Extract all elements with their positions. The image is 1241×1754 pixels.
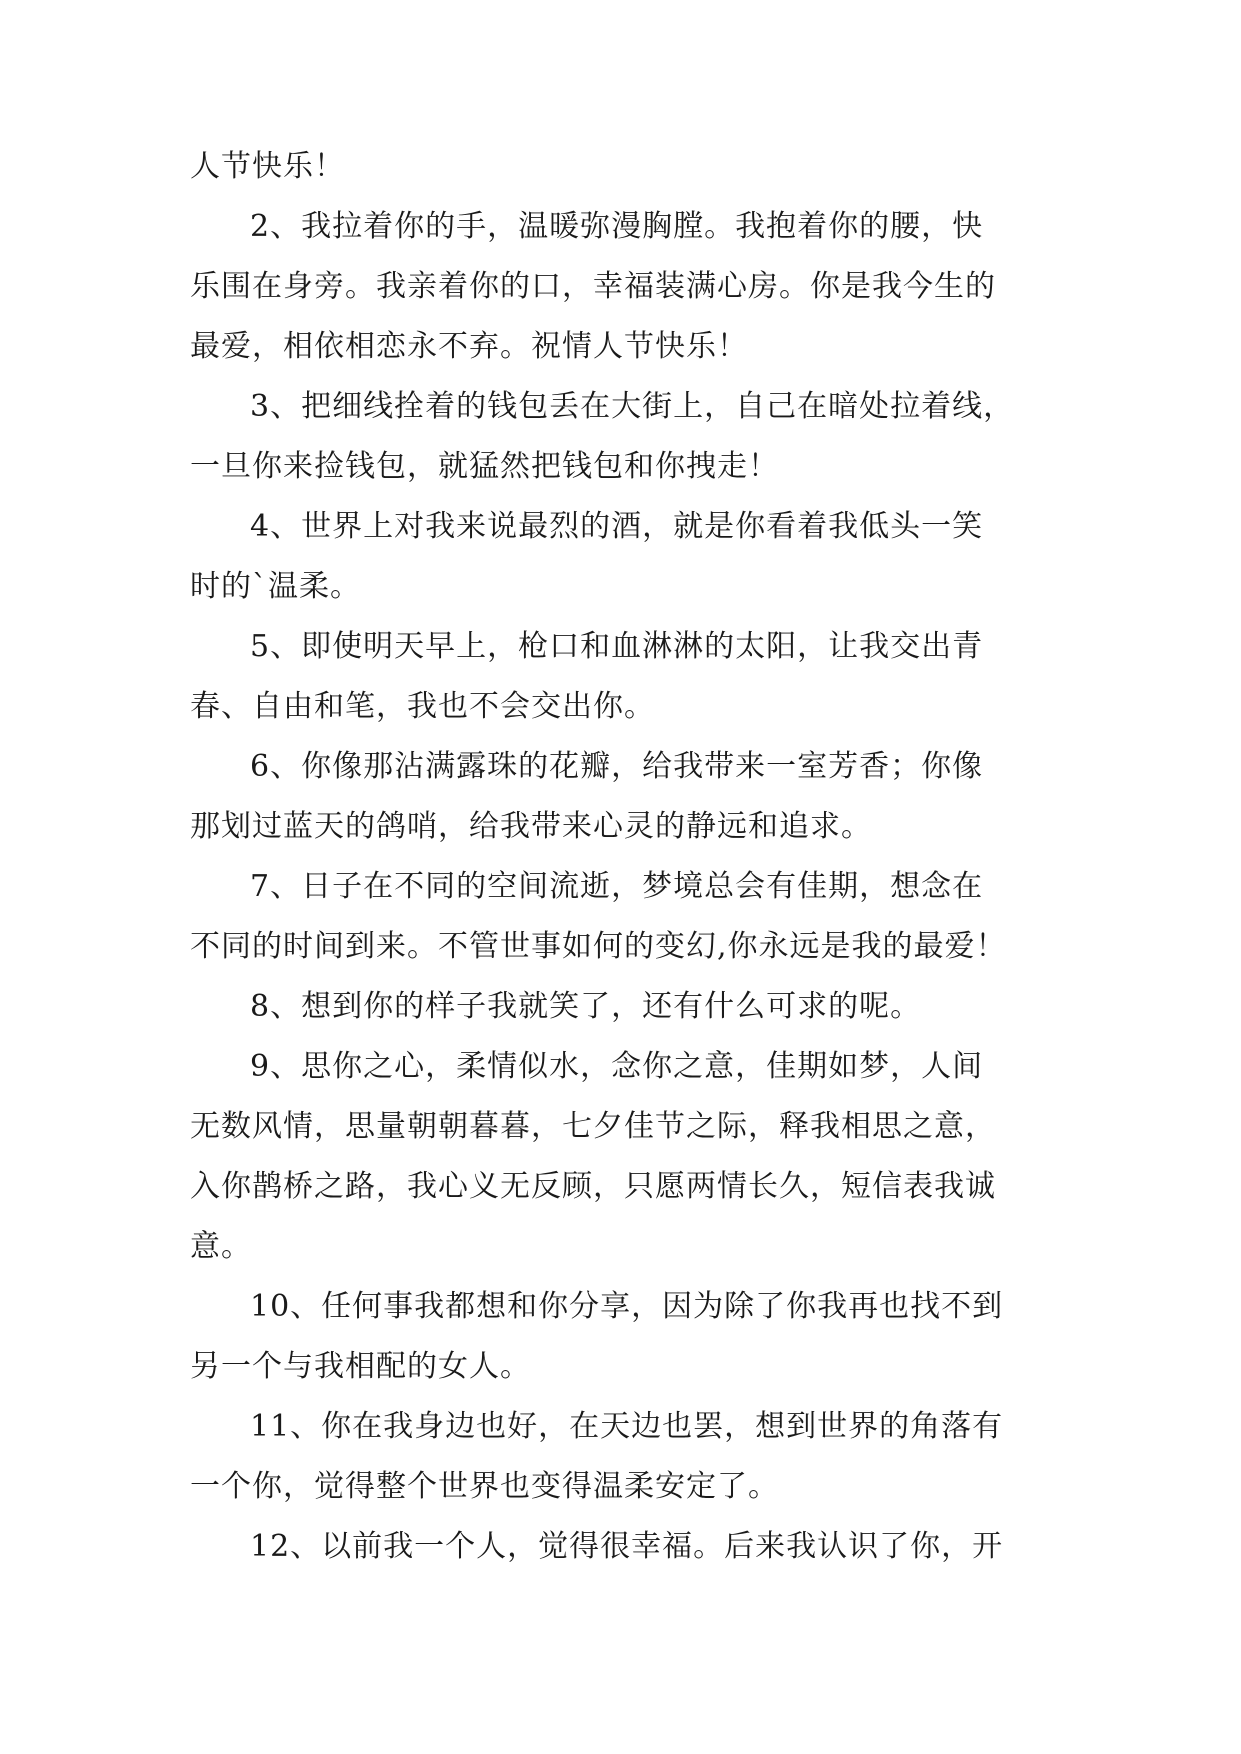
text-line: 3、把细线拴着的钱包丢在大街上，自己在暗处拉着线， <box>250 389 1015 424</box>
text-line: 那划过蓝天的鸽哨，给我带来心灵的静远和追求。 <box>190 809 872 844</box>
text-line: 最爱，相依相恋永不弃。祝情人节快乐！ <box>190 329 748 364</box>
text-line: 12、以前我一个人，觉得很幸福。后来我认识了你，开 <box>250 1529 1004 1564</box>
text-line: 7、日子在不同的空间流逝，梦境总会有佳期，想念在 <box>250 869 984 904</box>
text-line: 6、你像那沾满露珠的花瓣，给我带来一室芳香；你像 <box>250 749 984 784</box>
text-line: 无数风情，思量朝朝暮暮，七夕佳节之际，释我相思之意， <box>190 1109 996 1144</box>
text-line: 一旦你来捡钱包，就猛然把钱包和你拽走！ <box>190 449 779 484</box>
text-line: 2、我拉着你的手，温暖弥漫胸膛。我抱着你的腰，快 <box>250 209 984 244</box>
text-line: 10、任何事我都想和你分享，因为除了你我再也找不到 <box>250 1289 1004 1324</box>
text-line: 11、你在我身边也好，在天边也罢，想到世界的角落有 <box>250 1409 1004 1444</box>
text-line: 入你鹊桥之路，我心义无反顾，只愿两情长久，短信表我诚 <box>190 1169 996 1204</box>
document-body <box>190 149 1060 1592</box>
text-line: 不同的时间到来。不管世事如何的变幻,你永远是我的最爱！ <box>190 929 1007 964</box>
text-line: 人节快乐！ <box>190 149 345 184</box>
text-line: 9、思你之心，柔情似水，念你之意，佳期如梦，人间 <box>250 1049 984 1084</box>
text-line: 4、世界上对我来说最烈的酒，就是你看着我低头一笑 <box>250 509 984 544</box>
text-line: 乐围在身旁。我亲着你的口，幸福装满心房。你是我今生的 <box>190 269 996 304</box>
text-line: 8、想到你的样子我就笑了，还有什么可求的呢。 <box>250 989 922 1024</box>
text-line: 5、即使明天早上，枪口和血淋淋的太阳，让我交出青 <box>250 629 984 664</box>
text-line: 一个你，觉得整个世界也变得温柔安定了。 <box>190 1469 779 1504</box>
text-line: 另一个与我相配的女人。 <box>190 1349 531 1384</box>
text-line: 时的`温柔。 <box>190 569 361 604</box>
text-line: 意。 <box>190 1229 252 1264</box>
text-line: 春、自由和笔，我也不会交出你。 <box>190 689 655 724</box>
